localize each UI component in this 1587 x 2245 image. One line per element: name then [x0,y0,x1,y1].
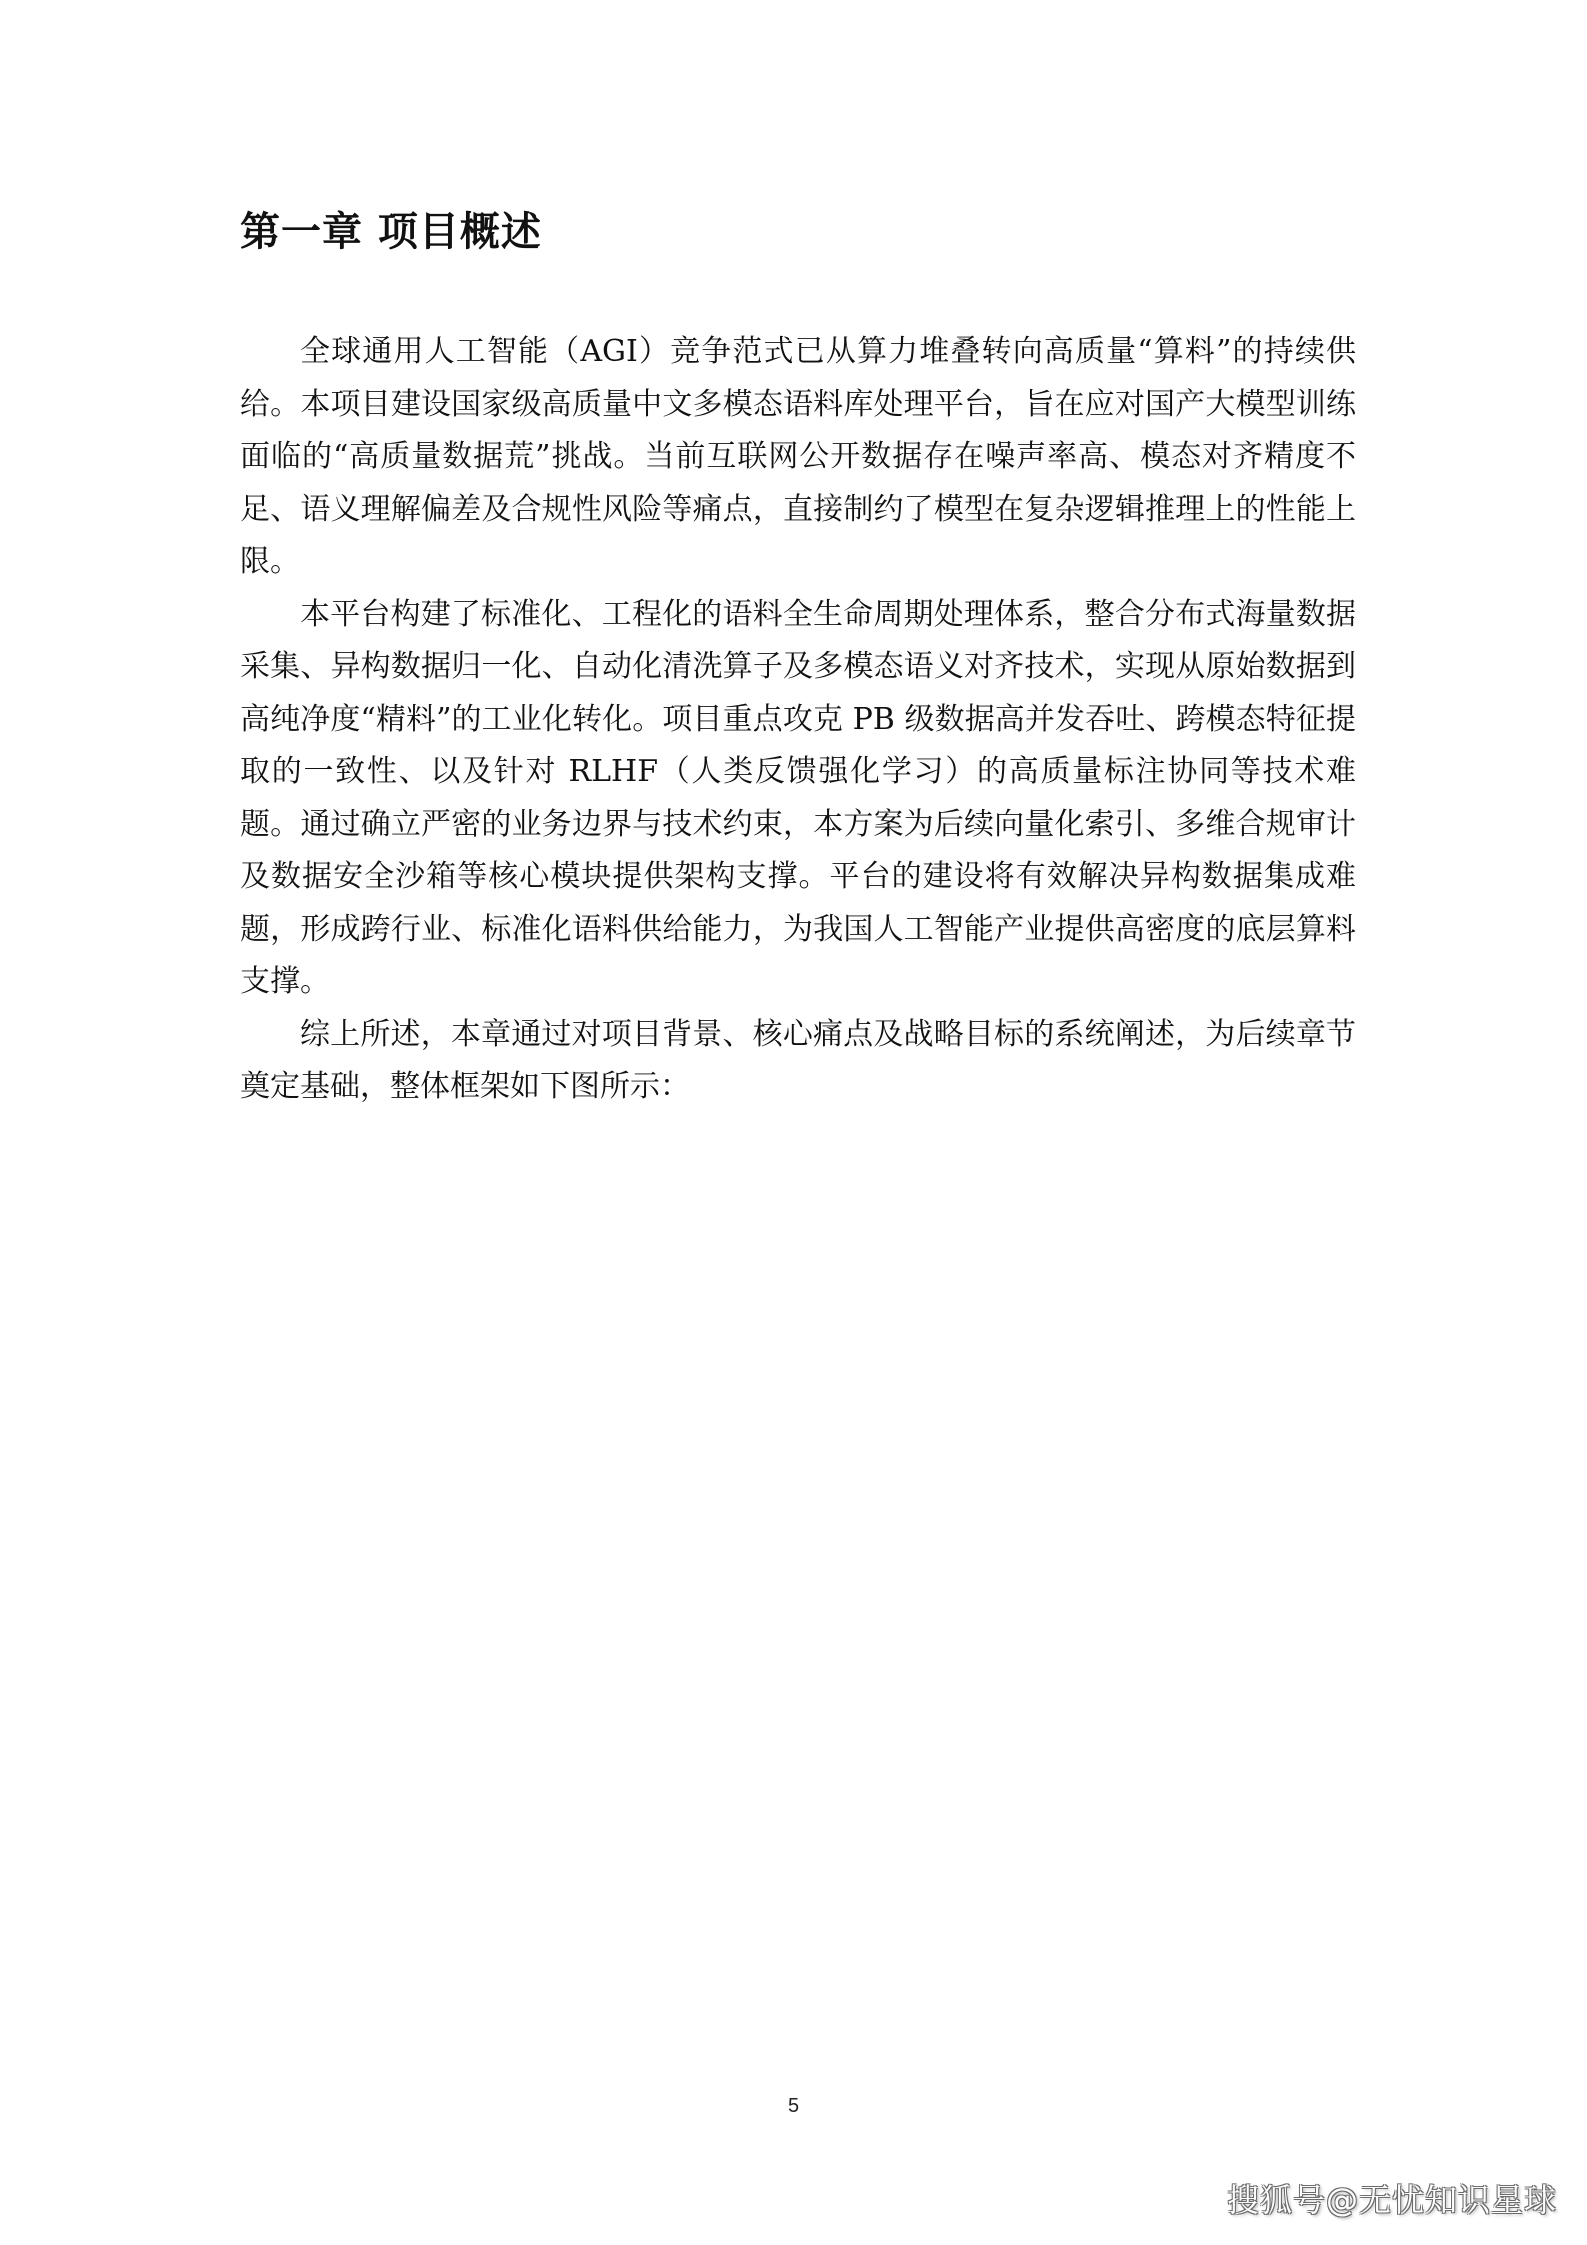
watermark: 搜狐号@无忧知识星球 [1226,2181,1557,2219]
page-number: 5 [787,2095,800,2117]
chapter-title: 第一章 项目概述 [240,209,542,255]
paragraph-summary: 综上所述，本章通过对项目背景、核心痛点及战略目标的系统阐述，为后续章节奠定基础，整体框架如下图所示： [240,1016,1356,1104]
paragraph-background: 全球通用人工智能（AGI）竞争范式已从算力堆叠转向高质量“算料”的持续供给。本项目建设国家级高质量中文多模态语料库处理平台，旨在应对国产大模型训练面临的“高质量数据荒”挑战。当前互联网公开数据存在噪声率高、模态对齐精度不足、语义理解偏差及合规性风险等痛点，直接制约了模型在复杂逻辑推理上的性能上限。 [240,334,1356,579]
paragraph-platform: 本平台构建了标准化、工程化的语料全生命周期处理体系，整合分布式海量数据采集、异构数据归一化、自动化清洗算子及多模态语义对齐技术，实现从原始数据到高纯净度“精料”的工业化转化。项目重点攻克 PB 级数据高并发吞吐、跨模态特征提取的一致性、以及针对 RLHF（人类反馈强化学习）的高质量标注协同等技术难题。通过确立严密的业务边界与技术约束，本方案为后续向量化索引、多维合规审计及数据安全沙箱等核心模块提供架构支撑。平台的建设将有效解决异构数据集成难题，形成跨行业、标准化语料供给能力，为我国人工智能产业提供高密度的底层算料支撑。 [240,596,1356,999]
body-text [240,326,1356,1114]
